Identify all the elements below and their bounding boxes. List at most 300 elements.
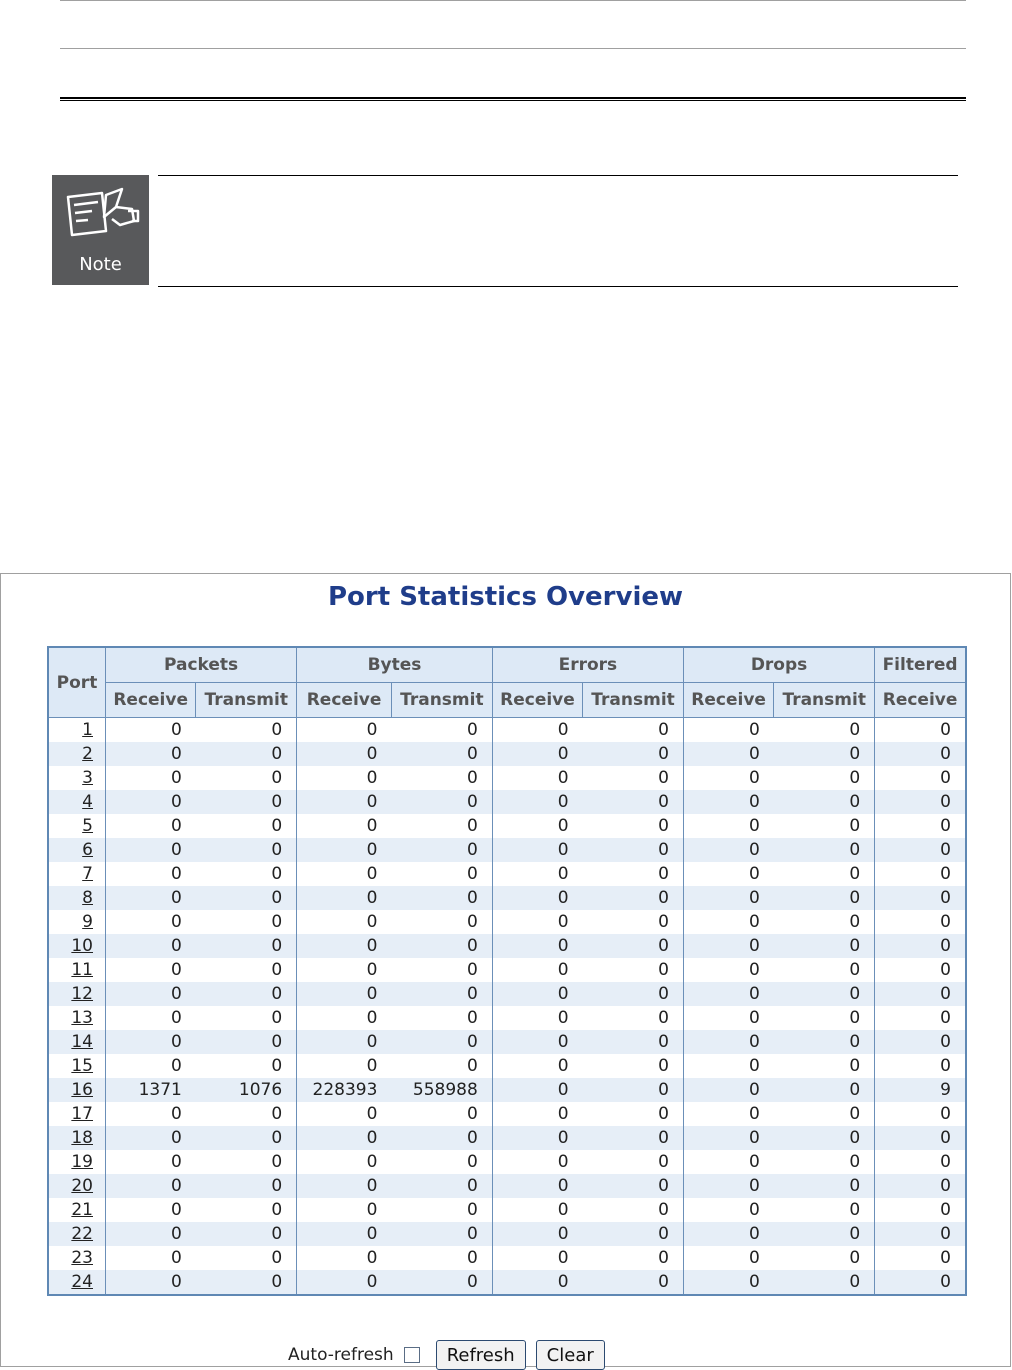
stat-value-cell: 0 [106,1126,196,1150]
divider-middle [60,48,966,49]
stat-value-cell: 0 [391,862,492,886]
port-link[interactable]: 1 [82,720,93,740]
stat-value-cell: 0 [683,886,773,910]
note-rule-bottom [158,286,958,287]
packets-transmit-header: Transmit [196,683,297,718]
port-cell [48,1030,106,1054]
stat-value-cell: 0 [492,766,582,790]
stat-value-cell: 0 [492,790,582,814]
stat-value-cell: 0 [196,1270,297,1295]
port-link[interactable]: 7 [82,864,93,884]
port-link[interactable]: 22 [71,1224,93,1244]
stat-value-cell: 0 [583,1006,684,1030]
port-cell [48,742,106,766]
auto-refresh-checkbox[interactable] [404,1347,420,1363]
stat-value-cell: 0 [297,838,392,862]
stat-value-cell: 0 [106,958,196,982]
port-cell [48,934,106,958]
port-link[interactable]: 10 [71,936,93,956]
stat-value-cell: 0 [492,862,582,886]
port-cell [48,1174,106,1198]
stat-value-cell: 0 [492,1054,582,1078]
stat-value-cell: 0 [875,982,966,1006]
stat-value-cell: 0 [297,1246,392,1270]
stat-value-cell: 0 [683,1102,773,1126]
port-cell [48,886,106,910]
stat-value-cell: 0 [875,838,966,862]
stat-value-cell: 0 [196,934,297,958]
stat-value-cell: 0 [297,862,392,886]
stat-value-cell: 0 [875,766,966,790]
stat-value-cell: 0 [391,742,492,766]
stat-value-cell: 0 [492,1150,582,1174]
stat-value-cell: 0 [774,1222,875,1246]
stat-value-cell: 0 [106,1246,196,1270]
stat-value-cell: 0 [774,934,875,958]
stat-value-cell: 0 [875,910,966,934]
table-row [48,982,966,1006]
stat-value-cell: 0 [583,958,684,982]
stat-value-cell: 0 [875,1270,966,1295]
stat-value-cell: 0 [683,1054,773,1078]
stat-value-cell: 0 [583,910,684,934]
stat-value-cell: 0 [583,1126,684,1150]
note-rule-top [158,175,958,176]
table-row [48,1054,966,1078]
errors-group-header: Errors [492,647,683,683]
stat-value-cell: 0 [391,790,492,814]
divider-top [60,0,966,1]
stat-value-cell: 0 [774,1150,875,1174]
stat-value-cell: 0 [492,934,582,958]
stat-value-cell: 0 [875,814,966,838]
stat-value-cell: 0 [583,1078,684,1102]
stat-value-cell: 0 [391,1030,492,1054]
stat-value-cell: 0 [492,886,582,910]
port-link[interactable]: 9 [82,912,93,932]
stat-value-cell: 0 [106,982,196,1006]
stat-value-cell: 0 [106,1006,196,1030]
stat-value-cell: 0 [297,1174,392,1198]
table-row [48,958,966,982]
stat-value-cell: 0 [196,838,297,862]
stat-value-cell: 0 [774,1030,875,1054]
table-row [48,1078,966,1102]
stat-value-cell: 0 [683,1150,773,1174]
port-cell [48,1198,106,1222]
stat-value-cell: 0 [875,862,966,886]
stat-value-cell: 0 [297,934,392,958]
table-body [48,718,966,1296]
stat-value-cell: 0 [106,790,196,814]
stat-value-cell: 0 [875,1006,966,1030]
table-row [48,1174,966,1198]
stat-value-cell: 0 [297,1126,392,1150]
stat-value-cell: 0 [196,742,297,766]
port-cell [48,838,106,862]
port-cell [48,1222,106,1246]
stat-value-cell: 0 [106,718,196,743]
stat-value-cell: 0 [297,814,392,838]
stat-value-cell: 0 [196,1246,297,1270]
table-row [48,1246,966,1270]
stat-value-cell: 0 [683,790,773,814]
stat-value-cell: 0 [492,1102,582,1126]
stat-value-cell: 0 [875,886,966,910]
stat-value-cell: 0 [391,1270,492,1295]
port-link[interactable]: 23 [71,1248,93,1268]
stat-value-cell: 0 [106,838,196,862]
port-link[interactable]: 8 [82,888,93,908]
stat-value-cell: 0 [106,1222,196,1246]
port-statistics-table [47,646,967,1296]
stat-value-cell: 0 [583,718,684,743]
stat-value-cell: 0 [683,1270,773,1295]
errors-receive-header: Receive [492,683,582,718]
stat-value-cell: 0 [774,1246,875,1270]
port-link[interactable]: 2 [82,744,93,764]
stat-value-cell: 0 [106,862,196,886]
port-cell [48,1078,106,1102]
table-row [48,910,966,934]
port-cell [48,910,106,934]
stat-value-cell: 0 [196,958,297,982]
stat-value-cell: 0 [297,742,392,766]
stat-value-cell: 0 [774,1078,875,1102]
port-link[interactable]: 13 [71,1008,93,1028]
stat-value-cell: 0 [391,1054,492,1078]
stat-value-cell: 0 [391,766,492,790]
packets-group-header: Packets [106,647,297,683]
port-link[interactable]: 24 [71,1272,93,1292]
port-link[interactable]: 17 [71,1104,93,1124]
table-group-header-row [48,647,966,683]
stat-value-cell: 0 [774,1102,875,1126]
stat-value-cell: 0 [297,1102,392,1126]
stat-value-cell: 0 [391,958,492,982]
stat-value-cell: 0 [683,742,773,766]
stat-value-cell: 0 [391,1198,492,1222]
stat-value-cell: 0 [875,1030,966,1054]
stat-value-cell: 0 [583,838,684,862]
stat-value-cell: 0 [774,742,875,766]
stat-value-cell: 0 [492,742,582,766]
stat-value-cell: 0 [683,766,773,790]
port-link[interactable]: 12 [71,984,93,1004]
stat-value-cell: 0 [583,1198,684,1222]
packets-receive-header: Receive [106,683,196,718]
stat-value-cell: 0 [683,934,773,958]
stat-value-cell: 0 [196,1150,297,1174]
stat-value-cell: 0 [391,814,492,838]
stat-value-cell: 0 [391,1126,492,1150]
port-column-header: Port [48,647,106,718]
port-cell [48,1270,106,1295]
stat-value-cell: 0 [875,1174,966,1198]
port-link[interactable]: 11 [71,960,93,980]
stat-value-cell: 0 [391,838,492,862]
table-row [48,862,966,886]
stat-value-cell: 0 [492,718,582,743]
port-cell [48,790,106,814]
stat-value-cell: 0 [492,1174,582,1198]
note-pen-icon [62,187,142,247]
clear-button[interactable]: Clear [536,1340,605,1370]
stat-value-cell: 0 [106,910,196,934]
stat-value-cell: 0 [774,814,875,838]
port-cell [48,982,106,1006]
port-link[interactable]: 19 [71,1152,93,1172]
port-link[interactable]: 21 [71,1200,93,1220]
stat-value-cell: 0 [391,886,492,910]
stat-value-cell: 0 [391,982,492,1006]
stat-value-cell: 0 [196,1030,297,1054]
stat-value-cell: 0 [583,1246,684,1270]
table-row [48,1270,966,1295]
port-cell [48,1006,106,1030]
stat-value-cell: 0 [297,958,392,982]
stat-value-cell: 0 [875,1054,966,1078]
stat-value-cell: 0 [583,886,684,910]
table-row [48,886,966,910]
stat-value-cell: 0 [297,1006,392,1030]
stat-value-cell: 0 [492,1222,582,1246]
stat-value-cell: 0 [106,1174,196,1198]
table-row [48,790,966,814]
stat-value-cell: 0 [683,838,773,862]
stat-value-cell: 0 [297,766,392,790]
stat-value-cell: 0 [583,1030,684,1054]
stat-value-cell: 0 [683,1246,773,1270]
stat-value-cell: 0 [297,1222,392,1246]
table-row [48,838,966,862]
port-statistics-panel [0,573,1011,1367]
stat-value-cell: 0 [196,1174,297,1198]
stat-value-cell: 0 [875,1150,966,1174]
port-link[interactable]: 6 [82,840,93,860]
stat-value-cell: 0 [106,1270,196,1295]
stat-value-cell: 0 [774,790,875,814]
stat-value-cell: 558988 [391,1078,492,1102]
stat-value-cell: 0 [683,910,773,934]
drops-receive-header: Receive [683,683,773,718]
stat-value-cell: 0 [297,910,392,934]
stat-value-cell: 0 [683,1198,773,1222]
stat-value-cell: 0 [391,1150,492,1174]
stat-value-cell: 0 [297,1030,392,1054]
filtered-group-header: Filtered [875,647,966,683]
stat-value-cell: 0 [583,1054,684,1078]
stat-value-cell: 0 [196,814,297,838]
auto-refresh-label: Auto-refresh [288,1345,394,1365]
table-row [48,934,966,958]
stat-value-cell: 0 [297,1270,392,1295]
stat-value-cell: 0 [196,886,297,910]
stat-value-cell: 0 [875,934,966,958]
stat-value-cell: 0 [583,814,684,838]
stat-value-cell: 0 [492,1126,582,1150]
stat-value-cell: 0 [683,718,773,743]
stat-value-cell: 0 [875,1126,966,1150]
stat-value-cell: 0 [106,1102,196,1126]
port-cell [48,1150,106,1174]
controls-bar [288,1340,605,1370]
stat-value-cell: 0 [492,958,582,982]
table-row [48,1126,966,1150]
stat-value-cell: 0 [583,982,684,1006]
stat-value-cell: 228393 [297,1078,392,1102]
table-row [48,1198,966,1222]
stat-value-cell: 0 [774,1006,875,1030]
stat-value-cell: 0 [297,886,392,910]
stat-value-cell: 0 [391,1246,492,1270]
port-cell [48,718,106,743]
stat-value-cell: 0 [774,766,875,790]
stat-value-cell: 0 [683,1174,773,1198]
stat-value-cell: 0 [683,1126,773,1150]
stat-value-cell: 0 [106,886,196,910]
stat-value-cell: 0 [683,1006,773,1030]
table-row [48,742,966,766]
stat-value-cell: 0 [774,1270,875,1295]
drops-transmit-header: Transmit [774,683,875,718]
divider-double [60,97,966,101]
stat-value-cell: 0 [196,1054,297,1078]
port-link[interactable]: 14 [71,1032,93,1052]
stat-value-cell: 0 [583,1270,684,1295]
stat-value-cell: 0 [774,862,875,886]
bytes-receive-header: Receive [297,683,392,718]
stat-value-cell: 0 [492,1270,582,1295]
refresh-button[interactable]: Refresh [436,1340,526,1370]
stat-value-cell: 0 [774,1054,875,1078]
stat-value-cell: 0 [297,718,392,743]
stat-value-cell: 1076 [196,1078,297,1102]
stat-value-cell: 0 [391,910,492,934]
note-label: Note [79,254,122,275]
port-link[interactable]: 20 [71,1176,93,1196]
table-row [48,1006,966,1030]
stat-value-cell: 0 [297,982,392,1006]
stat-value-cell: 0 [391,1222,492,1246]
stat-value-cell: 0 [196,1126,297,1150]
stat-value-cell: 0 [583,1102,684,1126]
stat-value-cell: 0 [492,838,582,862]
stat-value-cell: 0 [492,1030,582,1054]
stat-value-cell: 0 [583,1174,684,1198]
stat-value-cell: 0 [875,1198,966,1222]
table-row [48,766,966,790]
note-callout-icon [52,175,149,285]
stat-value-cell: 0 [297,1198,392,1222]
stat-value-cell: 0 [774,1198,875,1222]
stat-value-cell: 0 [683,862,773,886]
stat-value-cell: 0 [875,1222,966,1246]
port-link[interactable]: 15 [71,1056,93,1076]
stat-value-cell: 0 [774,910,875,934]
stat-value-cell: 0 [391,1102,492,1126]
port-cell [48,814,106,838]
stat-value-cell: 0 [583,766,684,790]
stat-value-cell: 0 [196,982,297,1006]
port-link[interactable]: 18 [71,1128,93,1148]
stat-value-cell: 0 [875,718,966,743]
port-cell [48,766,106,790]
port-cell [48,862,106,886]
port-cell [48,1102,106,1126]
port-cell [48,958,106,982]
stat-value-cell: 0 [196,1102,297,1126]
stat-value-cell: 0 [196,790,297,814]
stat-value-cell: 0 [492,1198,582,1222]
stat-value-cell: 0 [492,910,582,934]
errors-transmit-header: Transmit [583,683,684,718]
bytes-transmit-header: Transmit [391,683,492,718]
stat-value-cell: 0 [774,1126,875,1150]
bytes-group-header: Bytes [297,647,493,683]
stat-value-cell: 0 [774,718,875,743]
stat-value-cell: 0 [106,1054,196,1078]
stat-value-cell: 0 [297,790,392,814]
stat-value-cell: 0 [774,886,875,910]
port-link[interactable]: 16 [71,1080,93,1100]
stat-value-cell: 0 [196,1006,297,1030]
stat-value-cell: 0 [683,1222,773,1246]
stat-value-cell: 0 [106,814,196,838]
stat-value-cell: 0 [106,742,196,766]
table-row [48,814,966,838]
stat-value-cell: 0 [875,1102,966,1126]
port-link[interactable]: 3 [82,768,93,788]
filtered-receive-header: Receive [875,683,966,718]
port-cell [48,1054,106,1078]
table-sub-header-row [48,683,966,718]
stat-value-cell: 0 [492,814,582,838]
stat-value-cell: 1371 [106,1078,196,1102]
port-link[interactable]: 4 [82,792,93,812]
stat-value-cell: 0 [106,934,196,958]
stat-value-cell: 0 [683,1078,773,1102]
stat-value-cell: 0 [391,1006,492,1030]
stat-value-cell: 0 [683,1030,773,1054]
stat-value-cell: 0 [875,1246,966,1270]
drops-group-header: Drops [683,647,874,683]
stat-value-cell: 0 [875,958,966,982]
stat-value-cell: 0 [583,790,684,814]
stat-value-cell: 0 [297,1150,392,1174]
stat-value-cell: 0 [583,862,684,886]
stat-value-cell: 0 [196,1198,297,1222]
stat-value-cell: 0 [196,1222,297,1246]
stat-value-cell: 0 [492,1246,582,1270]
stat-value-cell: 0 [492,1006,582,1030]
stat-value-cell: 0 [774,958,875,982]
stat-value-cell: 0 [391,718,492,743]
port-link[interactable]: 5 [82,816,93,836]
stat-value-cell: 0 [774,1174,875,1198]
stat-value-cell: 0 [106,1198,196,1222]
stat-value-cell: 0 [875,790,966,814]
stat-value-cell: 0 [196,766,297,790]
port-cell [48,1126,106,1150]
stat-value-cell: 0 [391,1174,492,1198]
stat-value-cell: 0 [583,934,684,958]
stat-value-cell: 0 [492,1078,582,1102]
table-row [48,1150,966,1174]
stat-value-cell: 9 [875,1078,966,1102]
stat-value-cell: 0 [196,718,297,743]
stat-value-cell: 0 [683,982,773,1006]
